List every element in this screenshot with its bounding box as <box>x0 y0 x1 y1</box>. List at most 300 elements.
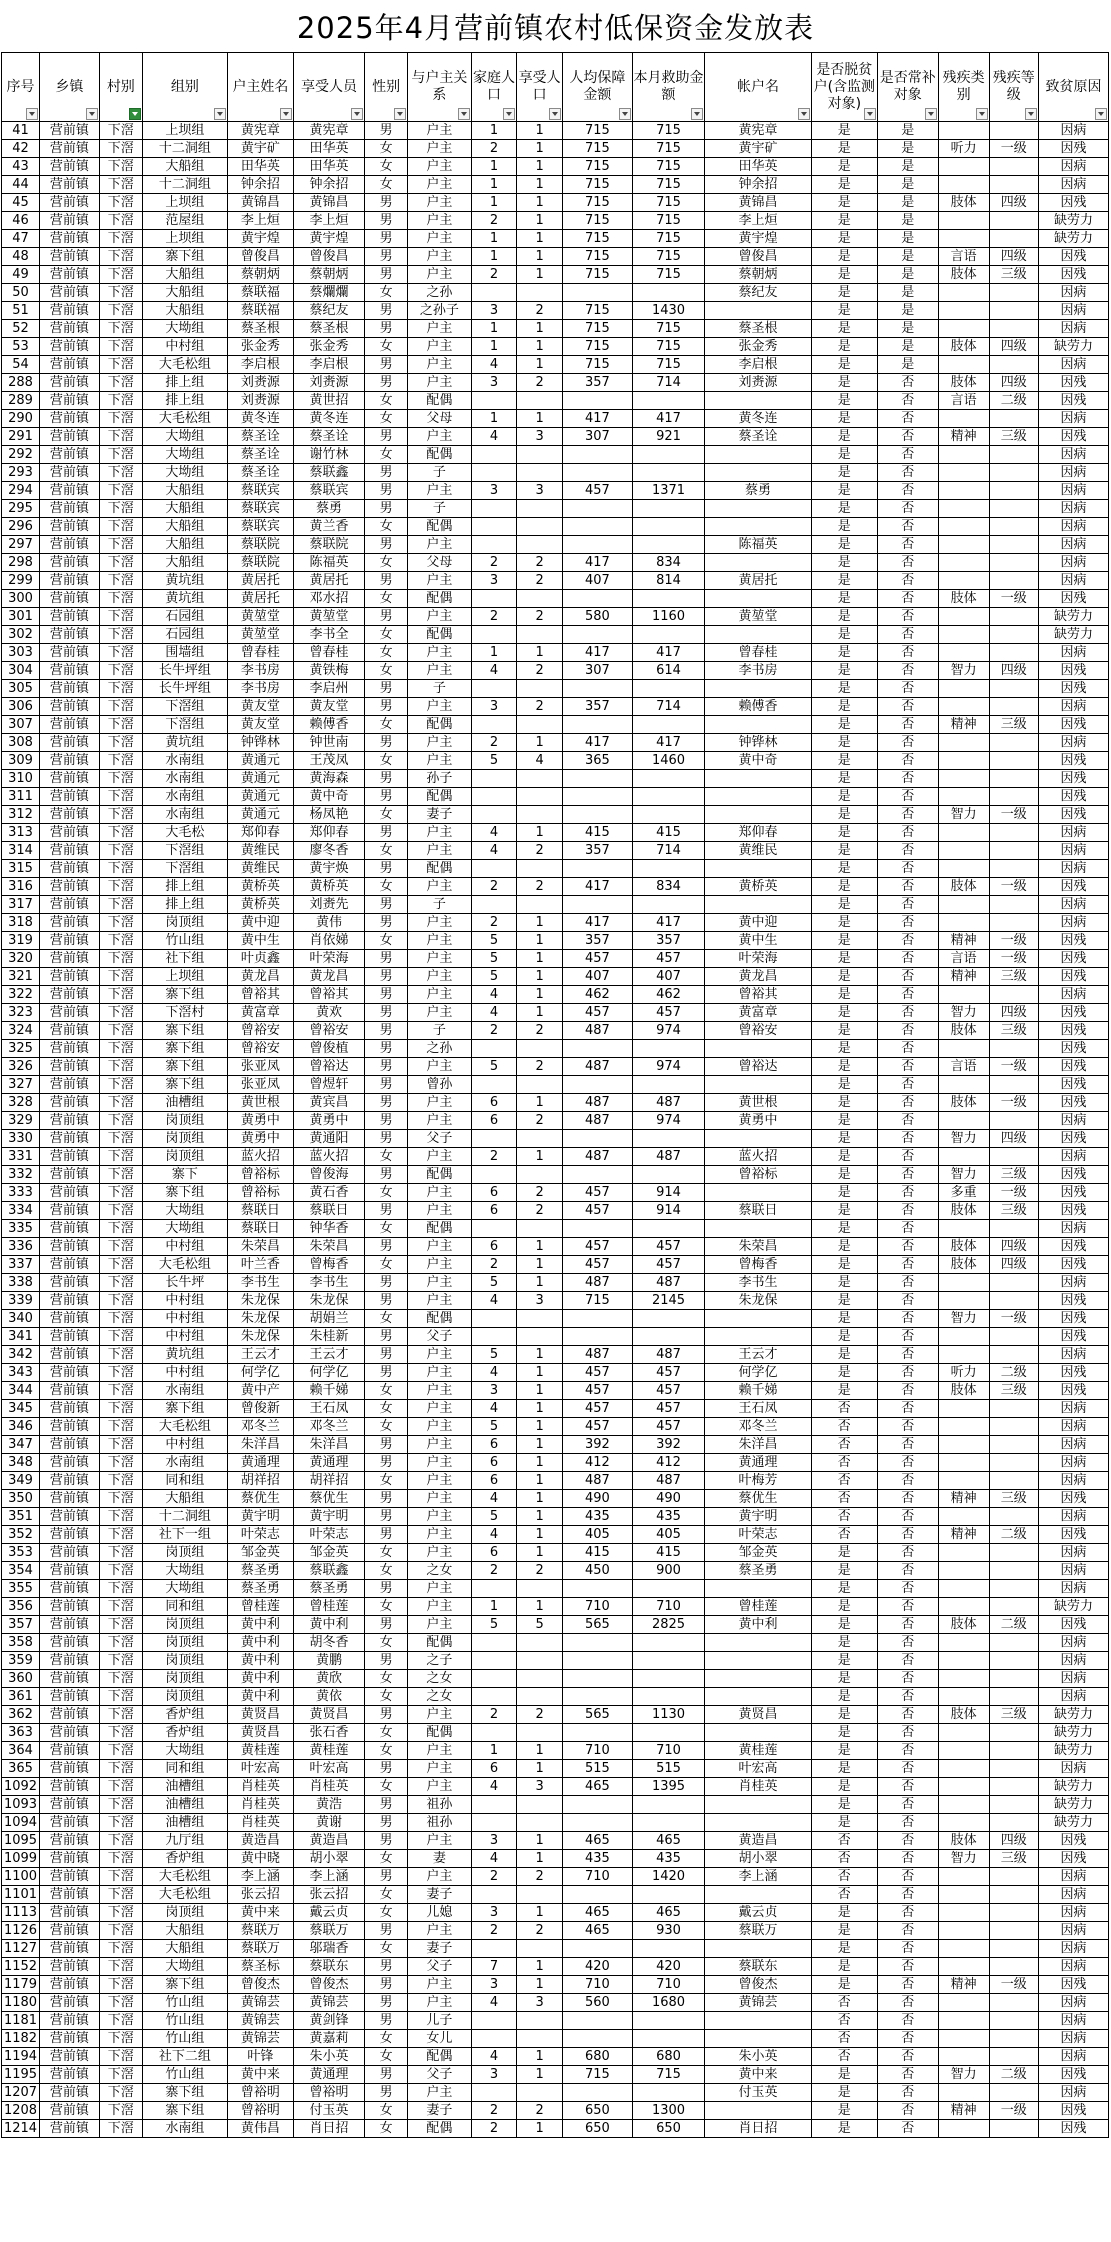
table-cell[interactable]: 男 <box>365 1706 408 1724</box>
table-cell[interactable]: 下滘 <box>99 1580 142 1598</box>
table-cell[interactable]: 蔡优生 <box>293 1490 364 1508</box>
table-cell[interactable]: 下滘 <box>99 230 142 248</box>
col-header[interactable]: 村别 <box>99 53 142 122</box>
table-cell[interactable]: 2 <box>517 374 563 392</box>
table-cell[interactable]: 上坝组 <box>142 122 227 140</box>
filter-dropdown-icon[interactable] <box>864 108 876 120</box>
table-cell[interactable] <box>938 500 989 518</box>
table-cell[interactable]: 营前镇 <box>40 1922 100 1940</box>
table-cell[interactable] <box>517 2030 563 2048</box>
table-cell[interactable]: 智力 <box>938 1004 989 1022</box>
table-cell[interactable]: 男 <box>365 1652 408 1670</box>
table-cell[interactable]: 2 <box>471 266 517 284</box>
table-cell[interactable]: 曾桂莲 <box>705 1598 812 1616</box>
table-cell[interactable] <box>632 1076 704 1094</box>
table-cell[interactable]: 因残 <box>1039 1076 1109 1094</box>
table-cell[interactable]: 下滘 <box>99 1292 142 1310</box>
table-cell[interactable]: 配偶 <box>408 860 471 878</box>
table-cell[interactable]: 715 <box>563 194 633 212</box>
table-cell[interactable]: 450 <box>563 1562 633 1580</box>
table-cell[interactable]: 钟余招 <box>705 176 812 194</box>
table-cell[interactable]: 否 <box>877 896 938 914</box>
table-cell[interactable] <box>989 1868 1039 1886</box>
table-cell[interactable] <box>563 896 633 914</box>
table-cell[interactable]: 曾裕安 <box>227 1022 293 1040</box>
table-cell[interactable]: 1 <box>517 194 563 212</box>
table-cell[interactable]: 营前镇 <box>40 518 100 536</box>
table-cell[interactable]: 否 <box>877 590 938 608</box>
table-cell[interactable] <box>989 734 1039 752</box>
table-cell[interactable] <box>938 536 989 554</box>
table-cell[interactable]: 下滘 <box>99 698 142 716</box>
col-header[interactable]: 是否常补对象 <box>877 53 938 122</box>
table-cell[interactable]: 下滘 <box>99 1364 142 1382</box>
table-cell[interactable]: 下滘 <box>99 1454 142 1472</box>
table-cell[interactable]: 户主 <box>408 428 471 446</box>
table-cell[interactable]: 因残 <box>1039 1238 1109 1256</box>
col-header[interactable]: 人均保障金额 <box>563 53 633 122</box>
table-cell[interactable]: 是 <box>811 194 877 212</box>
table-cell[interactable]: 蔡圣勇 <box>227 1580 293 1598</box>
table-cell[interactable]: 蔡勇 <box>705 482 812 500</box>
table-cell[interactable] <box>938 842 989 860</box>
table-cell[interactable]: 黄中利 <box>293 1616 364 1634</box>
table-cell[interactable]: 457 <box>563 1238 633 1256</box>
table-cell[interactable]: 3 <box>517 1778 563 1796</box>
table-cell[interactable] <box>938 2012 989 2030</box>
table-cell[interactable]: 下滘 <box>99 392 142 410</box>
table-cell[interactable]: 蔡联日 <box>227 1202 293 1220</box>
table-cell[interactable]: 因病 <box>1039 446 1109 464</box>
table-cell[interactable]: 女 <box>365 1184 408 1202</box>
table-cell[interactable]: 下滘 <box>99 878 142 896</box>
table-cell[interactable]: 是 <box>811 1256 877 1274</box>
table-cell[interactable]: 男 <box>365 1814 408 1832</box>
table-cell[interactable]: 318 <box>2 914 40 932</box>
table-cell[interactable]: 下滘 <box>99 932 142 950</box>
table-cell[interactable]: 女 <box>365 392 408 410</box>
filter-dropdown-icon[interactable] <box>26 108 38 120</box>
table-cell[interactable]: 487 <box>632 1148 704 1166</box>
table-cell[interactable]: 下滘 <box>99 1382 142 1400</box>
table-cell[interactable]: 女 <box>365 140 408 158</box>
table-cell[interactable]: 叶梅芳 <box>705 1472 812 1490</box>
table-cell[interactable]: 社下二组 <box>142 2048 227 2066</box>
table-cell[interactable]: 462 <box>632 986 704 1004</box>
table-cell[interactable]: 营前镇 <box>40 428 100 446</box>
table-cell[interactable]: 朱小英 <box>705 2048 812 2066</box>
table-cell[interactable] <box>938 284 989 302</box>
table-cell[interactable]: 缺劳力 <box>1039 1814 1109 1832</box>
table-cell[interactable]: 715 <box>632 338 704 356</box>
table-cell[interactable]: 359 <box>2 1652 40 1670</box>
table-cell[interactable]: 457 <box>563 1202 633 1220</box>
table-cell[interactable]: 下滘 <box>99 860 142 878</box>
table-cell[interactable]: 营前镇 <box>40 1040 100 1058</box>
table-cell[interactable]: 357 <box>563 932 633 950</box>
table-cell[interactable]: 男 <box>365 1022 408 1040</box>
table-cell[interactable]: 否 <box>877 1508 938 1526</box>
table-cell[interactable]: 智力 <box>938 1166 989 1184</box>
table-cell[interactable]: 女 <box>365 1562 408 1580</box>
table-cell[interactable]: 415 <box>632 824 704 842</box>
table-cell[interactable] <box>563 1076 633 1094</box>
table-cell[interactable]: 下滘 <box>99 446 142 464</box>
table-cell[interactable]: 否 <box>877 1598 938 1616</box>
table-cell[interactable]: 曾裕其 <box>705 986 812 1004</box>
table-cell[interactable]: 黄居托 <box>293 572 364 590</box>
table-cell[interactable]: 下滘 <box>99 824 142 842</box>
table-cell[interactable]: 女 <box>365 1220 408 1238</box>
table-cell[interactable]: 黄鹏 <box>293 1652 364 1670</box>
table-cell[interactable] <box>989 1040 1039 1058</box>
table-cell[interactable]: 肢体 <box>938 194 989 212</box>
table-cell[interactable]: 蔡联万 <box>705 1922 812 1940</box>
table-cell[interactable]: 王云才 <box>705 1346 812 1364</box>
table-cell[interactable]: 中村组 <box>142 1364 227 1382</box>
table-cell[interactable]: 下滘 <box>99 1238 142 1256</box>
table-cell[interactable]: 307 <box>563 662 633 680</box>
table-cell[interactable]: 否 <box>877 428 938 446</box>
table-cell[interactable]: 是 <box>811 932 877 950</box>
table-cell[interactable]: 1 <box>471 158 517 176</box>
table-cell[interactable]: 因病 <box>1039 2012 1109 2030</box>
table-cell[interactable]: 男 <box>365 1526 408 1544</box>
table-cell[interactable]: 因病 <box>1039 1472 1109 1490</box>
table-cell[interactable]: 否 <box>877 1868 938 1886</box>
table-cell[interactable]: 男 <box>365 1274 408 1292</box>
table-cell[interactable]: 1214 <box>2 2120 40 2138</box>
table-cell[interactable]: 435 <box>632 1850 704 1868</box>
table-cell[interactable] <box>989 1634 1039 1652</box>
table-cell[interactable]: 1 <box>517 1598 563 1616</box>
table-cell[interactable]: 是 <box>811 1094 877 1112</box>
table-cell[interactable]: 下滘 <box>99 1670 142 1688</box>
table-cell[interactable] <box>989 1328 1039 1346</box>
table-cell[interactable]: 营前镇 <box>40 266 100 284</box>
table-cell[interactable]: 营前镇 <box>40 554 100 572</box>
table-cell[interactable] <box>517 770 563 788</box>
table-cell[interactable]: 黄贤昌 <box>227 1706 293 1724</box>
table-cell[interactable]: 417 <box>563 878 633 896</box>
table-cell[interactable]: 大坳组 <box>142 1742 227 1760</box>
table-cell[interactable]: 曾俊杰 <box>705 1976 812 1994</box>
table-cell[interactable]: 营前镇 <box>40 716 100 734</box>
table-cell[interactable]: 457 <box>563 1184 633 1202</box>
table-cell[interactable]: 营前镇 <box>40 1022 100 1040</box>
table-cell[interactable]: 是 <box>811 1688 877 1706</box>
table-cell[interactable]: 465 <box>563 1778 633 1796</box>
table-cell[interactable] <box>632 2030 704 2048</box>
table-cell[interactable]: 黄维民 <box>227 860 293 878</box>
table-cell[interactable]: 5 <box>471 1508 517 1526</box>
table-cell[interactable] <box>938 482 989 500</box>
table-cell[interactable] <box>989 698 1039 716</box>
table-cell[interactable]: 户主 <box>408 1400 471 1418</box>
table-cell[interactable]: 323 <box>2 1004 40 1022</box>
table-cell[interactable]: 因病 <box>1039 1508 1109 1526</box>
table-cell[interactable] <box>705 788 812 806</box>
table-cell[interactable]: 否 <box>877 2120 938 2138</box>
table-cell[interactable]: 下滘 <box>99 248 142 266</box>
table-cell[interactable]: 曾裕标 <box>705 1166 812 1184</box>
table-cell[interactable]: 因残 <box>1039 1130 1109 1148</box>
table-cell[interactable] <box>989 1778 1039 1796</box>
table-cell[interactable]: 叶锋 <box>227 2048 293 2066</box>
table-cell[interactable]: 陈福英 <box>705 536 812 554</box>
table-cell[interactable]: 是 <box>877 158 938 176</box>
table-cell[interactable]: 下滘 <box>99 680 142 698</box>
table-cell[interactable]: 2 <box>517 608 563 626</box>
table-cell[interactable]: 男 <box>365 1058 408 1076</box>
table-cell[interactable]: 1 <box>517 1418 563 1436</box>
table-cell[interactable]: 否 <box>877 1796 938 1814</box>
table-cell[interactable]: 油槽组 <box>142 1796 227 1814</box>
table-cell[interactable]: 营前镇 <box>40 158 100 176</box>
table-cell[interactable]: 黄富章 <box>705 1004 812 1022</box>
table-cell[interactable]: 680 <box>563 2048 633 2066</box>
table-cell[interactable] <box>938 824 989 842</box>
table-cell[interactable]: 3 <box>471 1904 517 1922</box>
filter-dropdown-icon[interactable] <box>976 108 988 120</box>
table-cell[interactable]: 女 <box>365 806 408 824</box>
table-cell[interactable]: 2 <box>517 1112 563 1130</box>
table-cell[interactable] <box>989 788 1039 806</box>
table-cell[interactable]: 营前镇 <box>40 914 100 932</box>
table-cell[interactable]: 417 <box>563 734 633 752</box>
table-cell[interactable] <box>563 770 633 788</box>
table-cell[interactable]: 5 <box>471 1346 517 1364</box>
table-cell[interactable]: 下滘 <box>99 1760 142 1778</box>
table-cell[interactable]: 下滘 <box>99 1184 142 1202</box>
table-cell[interactable]: 6 <box>471 1184 517 1202</box>
table-cell[interactable]: 457 <box>632 1400 704 1418</box>
table-cell[interactable]: 黄桥英 <box>293 878 364 896</box>
table-cell[interactable]: 否 <box>877 608 938 626</box>
table-cell[interactable]: 是 <box>811 626 877 644</box>
table-cell[interactable]: 谢竹林 <box>293 446 364 464</box>
table-cell[interactable]: 因残 <box>1039 248 1109 266</box>
table-cell[interactable]: 营前镇 <box>40 860 100 878</box>
table-cell[interactable]: 337 <box>2 1256 40 1274</box>
table-cell[interactable]: 1 <box>517 1832 563 1850</box>
table-cell[interactable]: 大坳组 <box>142 464 227 482</box>
table-cell[interactable]: 3 <box>517 428 563 446</box>
table-cell[interactable]: 营前镇 <box>40 302 100 320</box>
table-cell[interactable]: 男 <box>365 914 408 932</box>
table-cell[interactable]: 357 <box>563 842 633 860</box>
table-cell[interactable]: 营前镇 <box>40 248 100 266</box>
table-cell[interactable]: 下滘 <box>99 1508 142 1526</box>
table-cell[interactable]: 户主 <box>408 1526 471 1544</box>
table-cell[interactable] <box>989 1148 1039 1166</box>
table-cell[interactable]: 是 <box>811 2066 877 2084</box>
table-cell[interactable]: 蔡爛爛 <box>293 284 364 302</box>
table-cell[interactable]: 朱洋昌 <box>227 1436 293 1454</box>
table-cell[interactable]: 否 <box>877 410 938 428</box>
table-cell[interactable]: 朱洋昌 <box>705 1436 812 1454</box>
table-cell[interactable]: 陈福英 <box>293 554 364 572</box>
table-cell[interactable]: 曾春桂 <box>705 644 812 662</box>
table-cell[interactable]: 412 <box>632 1454 704 1472</box>
table-cell[interactable]: 下滘 <box>99 284 142 302</box>
table-cell[interactable]: 487 <box>563 1472 633 1490</box>
table-cell[interactable]: 下滘 <box>99 2120 142 2138</box>
table-cell[interactable]: 352 <box>2 1526 40 1544</box>
table-cell[interactable]: 朱荣昌 <box>227 1238 293 1256</box>
table-cell[interactable]: 因残 <box>1039 1310 1109 1328</box>
table-cell[interactable]: 1 <box>471 230 517 248</box>
table-cell[interactable] <box>517 500 563 518</box>
table-cell[interactable]: 是 <box>811 752 877 770</box>
table-cell[interactable] <box>938 2048 989 2066</box>
table-cell[interactable]: 487 <box>563 1148 633 1166</box>
table-cell[interactable]: 302 <box>2 626 40 644</box>
table-cell[interactable]: 付玉英 <box>705 2084 812 2102</box>
table-cell[interactable]: 蔡纪友 <box>293 302 364 320</box>
table-cell[interactable]: 3 <box>471 698 517 716</box>
table-cell[interactable] <box>471 1652 517 1670</box>
table-cell[interactable]: 1 <box>517 1382 563 1400</box>
table-cell[interactable]: 蔡联福 <box>227 284 293 302</box>
table-cell[interactable] <box>938 302 989 320</box>
table-cell[interactable]: 2 <box>517 1922 563 1940</box>
table-cell[interactable]: 大毛松组 <box>142 1868 227 1886</box>
table-cell[interactable] <box>563 1580 633 1598</box>
table-cell[interactable]: 1207 <box>2 2084 40 2102</box>
table-cell[interactable] <box>989 824 1039 842</box>
table-cell[interactable] <box>989 1994 1039 2012</box>
table-cell[interactable]: 417 <box>632 914 704 932</box>
table-cell[interactable] <box>989 1472 1039 1490</box>
table-cell[interactable]: 6 <box>471 1238 517 1256</box>
table-cell[interactable] <box>938 644 989 662</box>
table-cell[interactable]: 303 <box>2 644 40 662</box>
table-cell[interactable] <box>632 2012 704 2030</box>
table-cell[interactable]: 黄石香 <box>293 1184 364 1202</box>
table-cell[interactable]: 营前镇 <box>40 2084 100 2102</box>
table-cell[interactable]: 大船组 <box>142 518 227 536</box>
table-cell[interactable] <box>563 464 633 482</box>
table-cell[interactable] <box>705 626 812 644</box>
table-cell[interactable]: 之女 <box>408 1562 471 1580</box>
table-cell[interactable]: 715 <box>632 320 704 338</box>
table-cell[interactable]: 中村组 <box>142 338 227 356</box>
table-cell[interactable]: 男 <box>365 788 408 806</box>
table-cell[interactable] <box>938 734 989 752</box>
table-cell[interactable]: 黄勇中 <box>227 1130 293 1148</box>
table-cell[interactable]: 5 <box>471 1616 517 1634</box>
table-cell[interactable] <box>632 1166 704 1184</box>
table-cell[interactable]: 户主 <box>408 968 471 986</box>
table-cell[interactable]: 下滘 <box>99 1778 142 1796</box>
table-cell[interactable]: 3 <box>471 1976 517 1994</box>
table-cell[interactable]: 否 <box>877 392 938 410</box>
table-cell[interactable]: 313 <box>2 824 40 842</box>
table-cell[interactable]: 351 <box>2 1508 40 1526</box>
table-cell[interactable] <box>989 212 1039 230</box>
table-cell[interactable]: 下滘 <box>99 2084 142 2102</box>
table-cell[interactable]: 否 <box>877 536 938 554</box>
table-cell[interactable]: 下滘 <box>99 266 142 284</box>
table-cell[interactable]: 黄中晓 <box>227 1850 293 1868</box>
table-cell[interactable] <box>632 446 704 464</box>
table-cell[interactable]: 否 <box>877 1058 938 1076</box>
table-cell[interactable]: 户主 <box>408 1976 471 1994</box>
table-cell[interactable]: 580 <box>563 608 633 626</box>
table-cell[interactable]: 是 <box>811 1148 877 1166</box>
table-cell[interactable]: 营前镇 <box>40 1364 100 1382</box>
table-cell[interactable]: 张云招 <box>293 1886 364 1904</box>
table-cell[interactable]: 715 <box>563 248 633 266</box>
table-cell[interactable]: 814 <box>632 572 704 590</box>
table-cell[interactable]: 否 <box>877 1562 938 1580</box>
table-cell[interactable]: 大坳组 <box>142 1580 227 1598</box>
table-cell[interactable] <box>989 1742 1039 1760</box>
table-cell[interactable] <box>938 1040 989 1058</box>
table-cell[interactable]: 因残 <box>1039 1976 1109 1994</box>
col-header[interactable]: 组别 <box>142 53 227 122</box>
table-cell[interactable] <box>989 284 1039 302</box>
table-cell[interactable]: 1 <box>517 1004 563 1022</box>
table-cell[interactable]: 457 <box>632 1418 704 1436</box>
table-cell[interactable]: 杨凤艳 <box>293 806 364 824</box>
table-cell[interactable]: 否 <box>811 1850 877 1868</box>
table-cell[interactable]: 女 <box>365 1310 408 1328</box>
table-cell[interactable]: 355 <box>2 1580 40 1598</box>
table-cell[interactable] <box>517 1940 563 1958</box>
table-cell[interactable] <box>517 1130 563 1148</box>
table-cell[interactable] <box>632 860 704 878</box>
table-cell[interactable]: 是 <box>811 500 877 518</box>
table-cell[interactable] <box>471 1796 517 1814</box>
table-cell[interactable]: 因病 <box>1039 284 1109 302</box>
table-cell[interactable]: 邹金英 <box>227 1544 293 1562</box>
table-cell[interactable]: 大坳组 <box>142 320 227 338</box>
table-cell[interactable]: 因残 <box>1039 1850 1109 1868</box>
table-cell[interactable]: 因残 <box>1039 1382 1109 1400</box>
table-cell[interactable]: 是 <box>811 2102 877 2120</box>
table-cell[interactable]: 2 <box>471 1706 517 1724</box>
table-cell[interactable]: 精神 <box>938 716 989 734</box>
table-cell[interactable]: 邹金英 <box>293 1544 364 1562</box>
table-cell[interactable]: 户主 <box>408 914 471 932</box>
table-cell[interactable]: 321 <box>2 968 40 986</box>
table-cell[interactable]: 李启州 <box>293 680 364 698</box>
table-cell[interactable]: 三级 <box>989 428 1039 446</box>
table-cell[interactable]: 黄伟昌 <box>227 2120 293 2138</box>
table-cell[interactable]: 蔡圣诠 <box>705 428 812 446</box>
table-cell[interactable] <box>471 392 517 410</box>
table-cell[interactable]: 父子 <box>408 1130 471 1148</box>
table-cell[interactable]: 否 <box>877 2030 938 2048</box>
table-cell[interactable]: 子 <box>408 680 471 698</box>
table-cell[interactable]: 黄依 <box>293 1688 364 1706</box>
table-cell[interactable]: 下滘 <box>99 1994 142 2012</box>
table-cell[interactable] <box>938 626 989 644</box>
table-cell[interactable]: 营前镇 <box>40 1418 100 1436</box>
table-cell[interactable]: 否 <box>877 1490 938 1508</box>
table-cell[interactable]: 户主 <box>408 248 471 266</box>
table-cell[interactable] <box>989 536 1039 554</box>
table-cell[interactable]: 317 <box>2 896 40 914</box>
table-cell[interactable]: 否 <box>877 500 938 518</box>
table-cell[interactable]: 范屋组 <box>142 212 227 230</box>
table-cell[interactable]: 竹山组 <box>142 2012 227 2030</box>
table-cell[interactable]: 487 <box>563 1058 633 1076</box>
table-cell[interactable]: 营前镇 <box>40 1958 100 1976</box>
table-cell[interactable]: 蔡联院 <box>227 554 293 572</box>
